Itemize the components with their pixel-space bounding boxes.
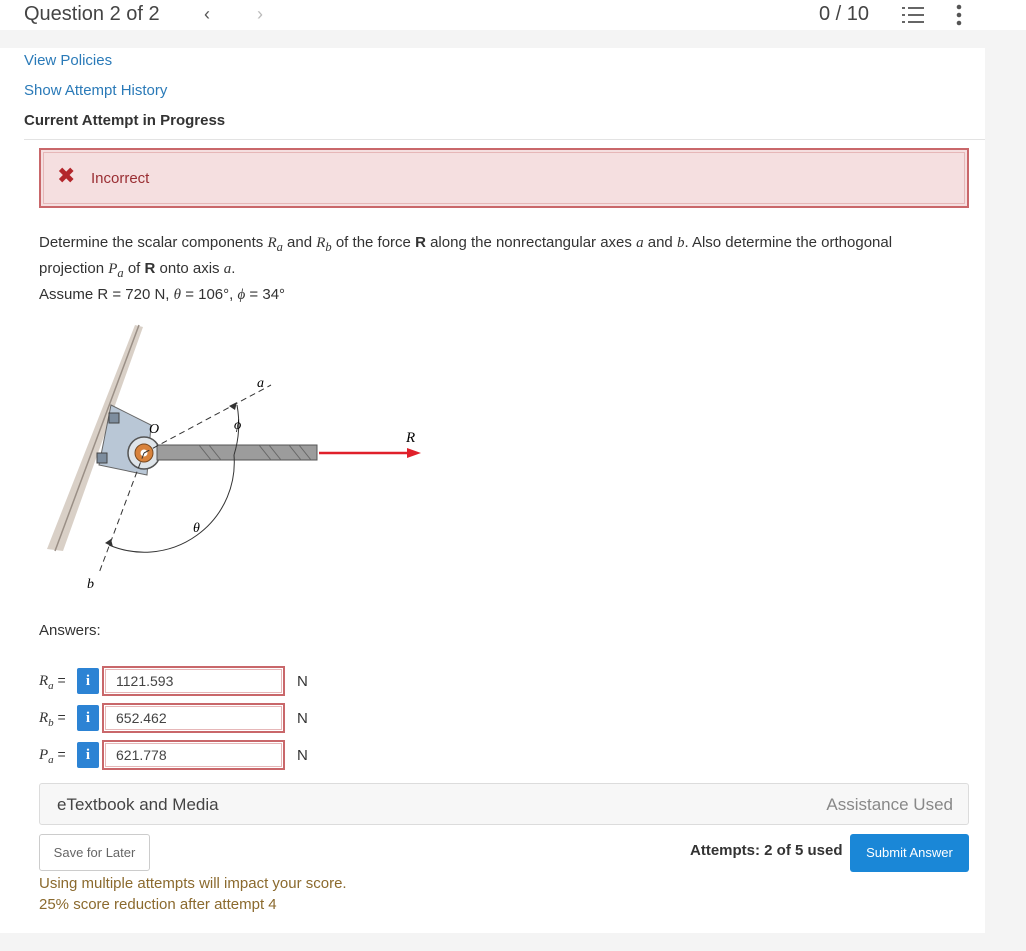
top-bar [0, 0, 1026, 30]
attempts-counter: Attempts: 2 of 5 used [690, 842, 843, 859]
feedback-alert [39, 148, 969, 208]
show-attempt-history-link[interactable]: Show Attempt History [24, 82, 168, 99]
question-counter: Question 2 of 2 [24, 3, 160, 25]
answer-row-rb [39, 703, 319, 733]
label-phi: ϕ [234, 418, 242, 433]
unit-label: N [297, 747, 308, 764]
answer-input-ra[interactable]: 1121.593 [102, 666, 285, 696]
label-r: R [406, 430, 416, 446]
problem-statement: Determine the scalar components $R_a$ and $R_b$ of the force R along the nonrectangular axes a and b. Also determine the orthogonal projection $P_a$ of R onto axis a. Assume R = 720 N, θ = 106°, ϕ = 34° [39, 234, 893, 303]
chevron-left-icon[interactable]: ‹ [204, 4, 210, 24]
attempt-warning: Using multiple attempts will impact your score. [39, 875, 347, 892]
chevron-right-icon[interactable]: › [257, 4, 263, 24]
label-theta: θ [193, 521, 200, 536]
answers-label: Answers: [39, 622, 101, 639]
view-policies-link[interactable]: View Policies [24, 52, 113, 69]
unit-label: N [297, 673, 308, 690]
label-o: O [149, 422, 160, 437]
answer-label-ra: $R_a$ = [39, 672, 66, 692]
divider [24, 139, 985, 140]
score-reduction-note: 25% score reduction after attempt 4 [39, 896, 277, 913]
attempt-status: Current Attempt in Progress [24, 112, 226, 129]
numbered-list-icon[interactable] [902, 5, 924, 25]
answer-label-rb: $R_b$ = [39, 709, 66, 729]
etextbook-title: eTextbook and Media [57, 795, 219, 814]
info-icon[interactable]: i [77, 705, 99, 731]
x-icon: ✖ [57, 163, 76, 188]
etextbook-media-bar[interactable] [39, 783, 969, 825]
answer-label-pa: $P_a$ = [39, 746, 66, 766]
assistance-used-label: Assistance Used [826, 795, 953, 814]
answer-input-rb[interactable]: 652.462 [102, 703, 285, 733]
unit-label: N [297, 710, 308, 727]
assume-text: Assume R = 720 N, [39, 286, 170, 303]
info-icon[interactable]: i [77, 742, 99, 768]
label-a: a [257, 376, 264, 391]
label-b: b [87, 577, 94, 592]
feedback-text: Incorrect [91, 170, 150, 187]
save-for-later-button[interactable]: Save for Later [39, 834, 150, 871]
score-display: 0 / 10 [819, 3, 870, 25]
vertical-ellipsis-icon[interactable] [955, 4, 963, 26]
answer-row-ra [39, 666, 319, 696]
force-diagram [39, 305, 439, 605]
info-icon[interactable]: i [77, 668, 99, 694]
answer-input-pa[interactable]: 621.778 [102, 740, 285, 770]
answer-row-pa [39, 740, 319, 770]
rod [157, 445, 317, 460]
submit-answer-button[interactable]: Submit Answer [850, 834, 969, 872]
